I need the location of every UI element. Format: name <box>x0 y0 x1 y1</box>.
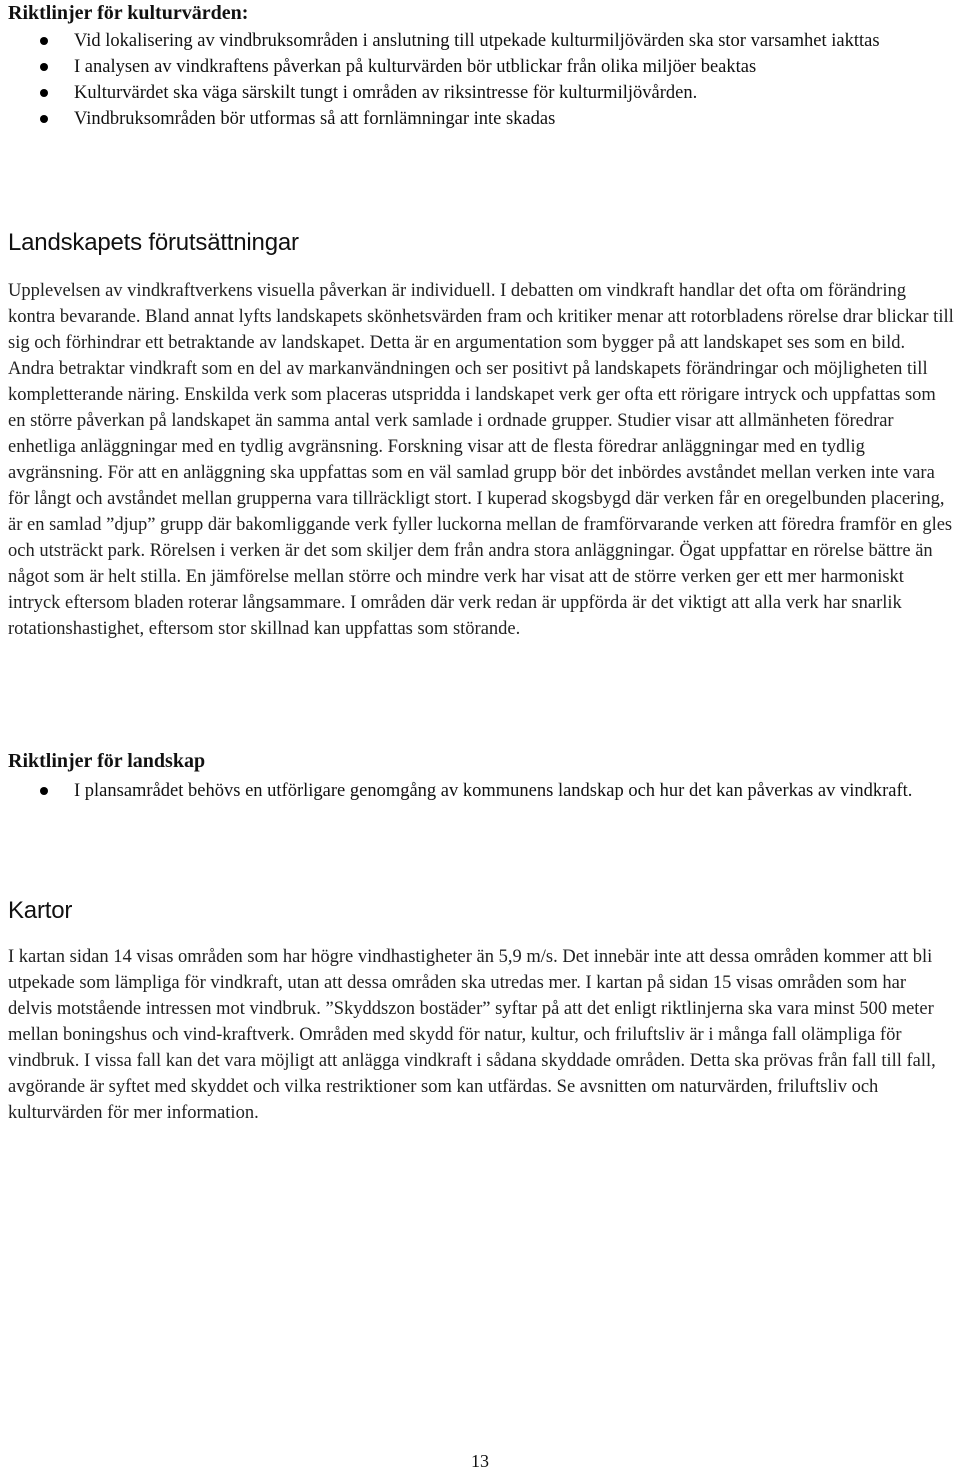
list-item <box>4 80 954 106</box>
list-item <box>4 28 954 54</box>
kultur-guidelines-list <box>4 28 954 132</box>
kultur-guidelines-heading: Riktlinjer för kulturvärden: <box>8 2 249 24</box>
landskap-paragraph: Upplevelsen av vindkraftverkens visuella påverkan är individuell. I debatten om vindkraft handlar det ofta om förändring kontra bevarande. Bland annat lyfts landskapets skönhetsvärden fram och kritiker menar att rotorbladens rörelse drar blickar till sig och förhindrar ett betraktande av landskapet. Detta är en argumentation som bygger på att landskapet ses som en bild. Andra betraktar vindkraft som en del av markanvändningen och ser positivt på landskapets förändringar och möjligheten till kompletterande näring. Enskilda verk som placeras utspridda i landskapet verk ger ofta ett rörigare intryck och uppfattas som en större påverkan på landskapet än samma antal verk samlade i ordnade grupper. Studier visar att allmänheten föredrar enhetliga anläggningar med en tydlig avgränsning. Forskning visar att de flesta föredrar anläggningar med en tydlig avgränsning. För att en anläggning ska uppfattas som en väl samlad grupp bör det inbördes avståndet mellan verken inte vara för långt och avståndet mellan grupperna vara tillräckligt stort. I kuperad skogsbygd där verken får en oregelbunden placering, är en samlad ”djup” grupp där bakomliggande verk fyller luckorna mellan de framförvarande verken att föredra framför en gles och utsträckt park. Rörelsen i verken är det som skiljer dem från andra stora anläggningar. Ögat uppfattar en rörelse bättre än något som är helt stilla. En jämförelse mellan större och mindre verk har visat att de större verken ger ett mer harmoniskt intryck eftersom bladen roterar långsammare. I områden där verk redan är uppförda är det viktigt att alla verk har snarlik rotationshastighet, eftersom stor skillnad kan uppfattas som störande. <box>8 281 954 639</box>
kartor-paragraph: I kartan sidan 14 visas områden som har högre vindhastigheter än 5,9 m/s. Det innebär inte att dessa områden kommer att bli utpekade som lämpliga för vindkraft, utan att dessa områden ska utredas mer. I kartan på sidan 15 visas områden som har delvis motstående intressen mot vindbruk. ”Skyddszon bostäder” syftar på att det enligt riktlinjerna ska vara minst 500 meter mellan boningshus och vind-kraftverk. Områden med skydd för natur, kultur, och friluftsliv är i många fall olämpliga för vindbruk. I vissa fall kan det vara möjligt att anlägga vindkraft i sådana skyddade områden. Detta ska prövas från fall till fall, avgörande är syftet med skyddet och vilka restriktioner som kan utfärdas. Se avsnitten om naturvärden, friluftsliv och kulturvärden för mer information. <box>8 947 936 1123</box>
bullet-icon <box>40 787 48 795</box>
list-item-text: Vindbruksområden bör utformas så att fornlämningar inte skadas <box>74 109 556 129</box>
bullet-icon <box>40 89 48 97</box>
list-item-text: I analysen av vindkraftens påverkan på kulturvärden bör utblickar från olika miljöer beaktas <box>74 57 757 77</box>
kartor-heading: Kartor <box>8 897 73 924</box>
bullet-icon <box>40 63 48 71</box>
landskap-heading: Landskapets förutsättningar <box>8 229 299 256</box>
bullet-icon <box>40 37 48 45</box>
page-number: 13 <box>471 1451 489 1471</box>
list-item <box>4 54 954 80</box>
landskap-guidelines-list <box>4 778 954 804</box>
list-item-text: Vid lokalisering av vindbruksområden i anslutning till utpekade kulturmiljövärden ska stor varsamhet iakttas <box>74 31 880 51</box>
list-item-text: Kulturvärdet ska väga särskilt tungt i områden av riksintresse för kulturmiljövården. <box>74 83 698 103</box>
list-item <box>4 106 954 132</box>
list-item <box>4 778 954 804</box>
landskap-guidelines-heading: Riktlinjer för landskap <box>8 750 206 772</box>
bullet-icon <box>40 115 48 123</box>
list-item-text: I plansamrådet behövs en utförligare genomgång av kommunens landskap och hur det kan påverkas av vindkraft. <box>74 781 913 801</box>
